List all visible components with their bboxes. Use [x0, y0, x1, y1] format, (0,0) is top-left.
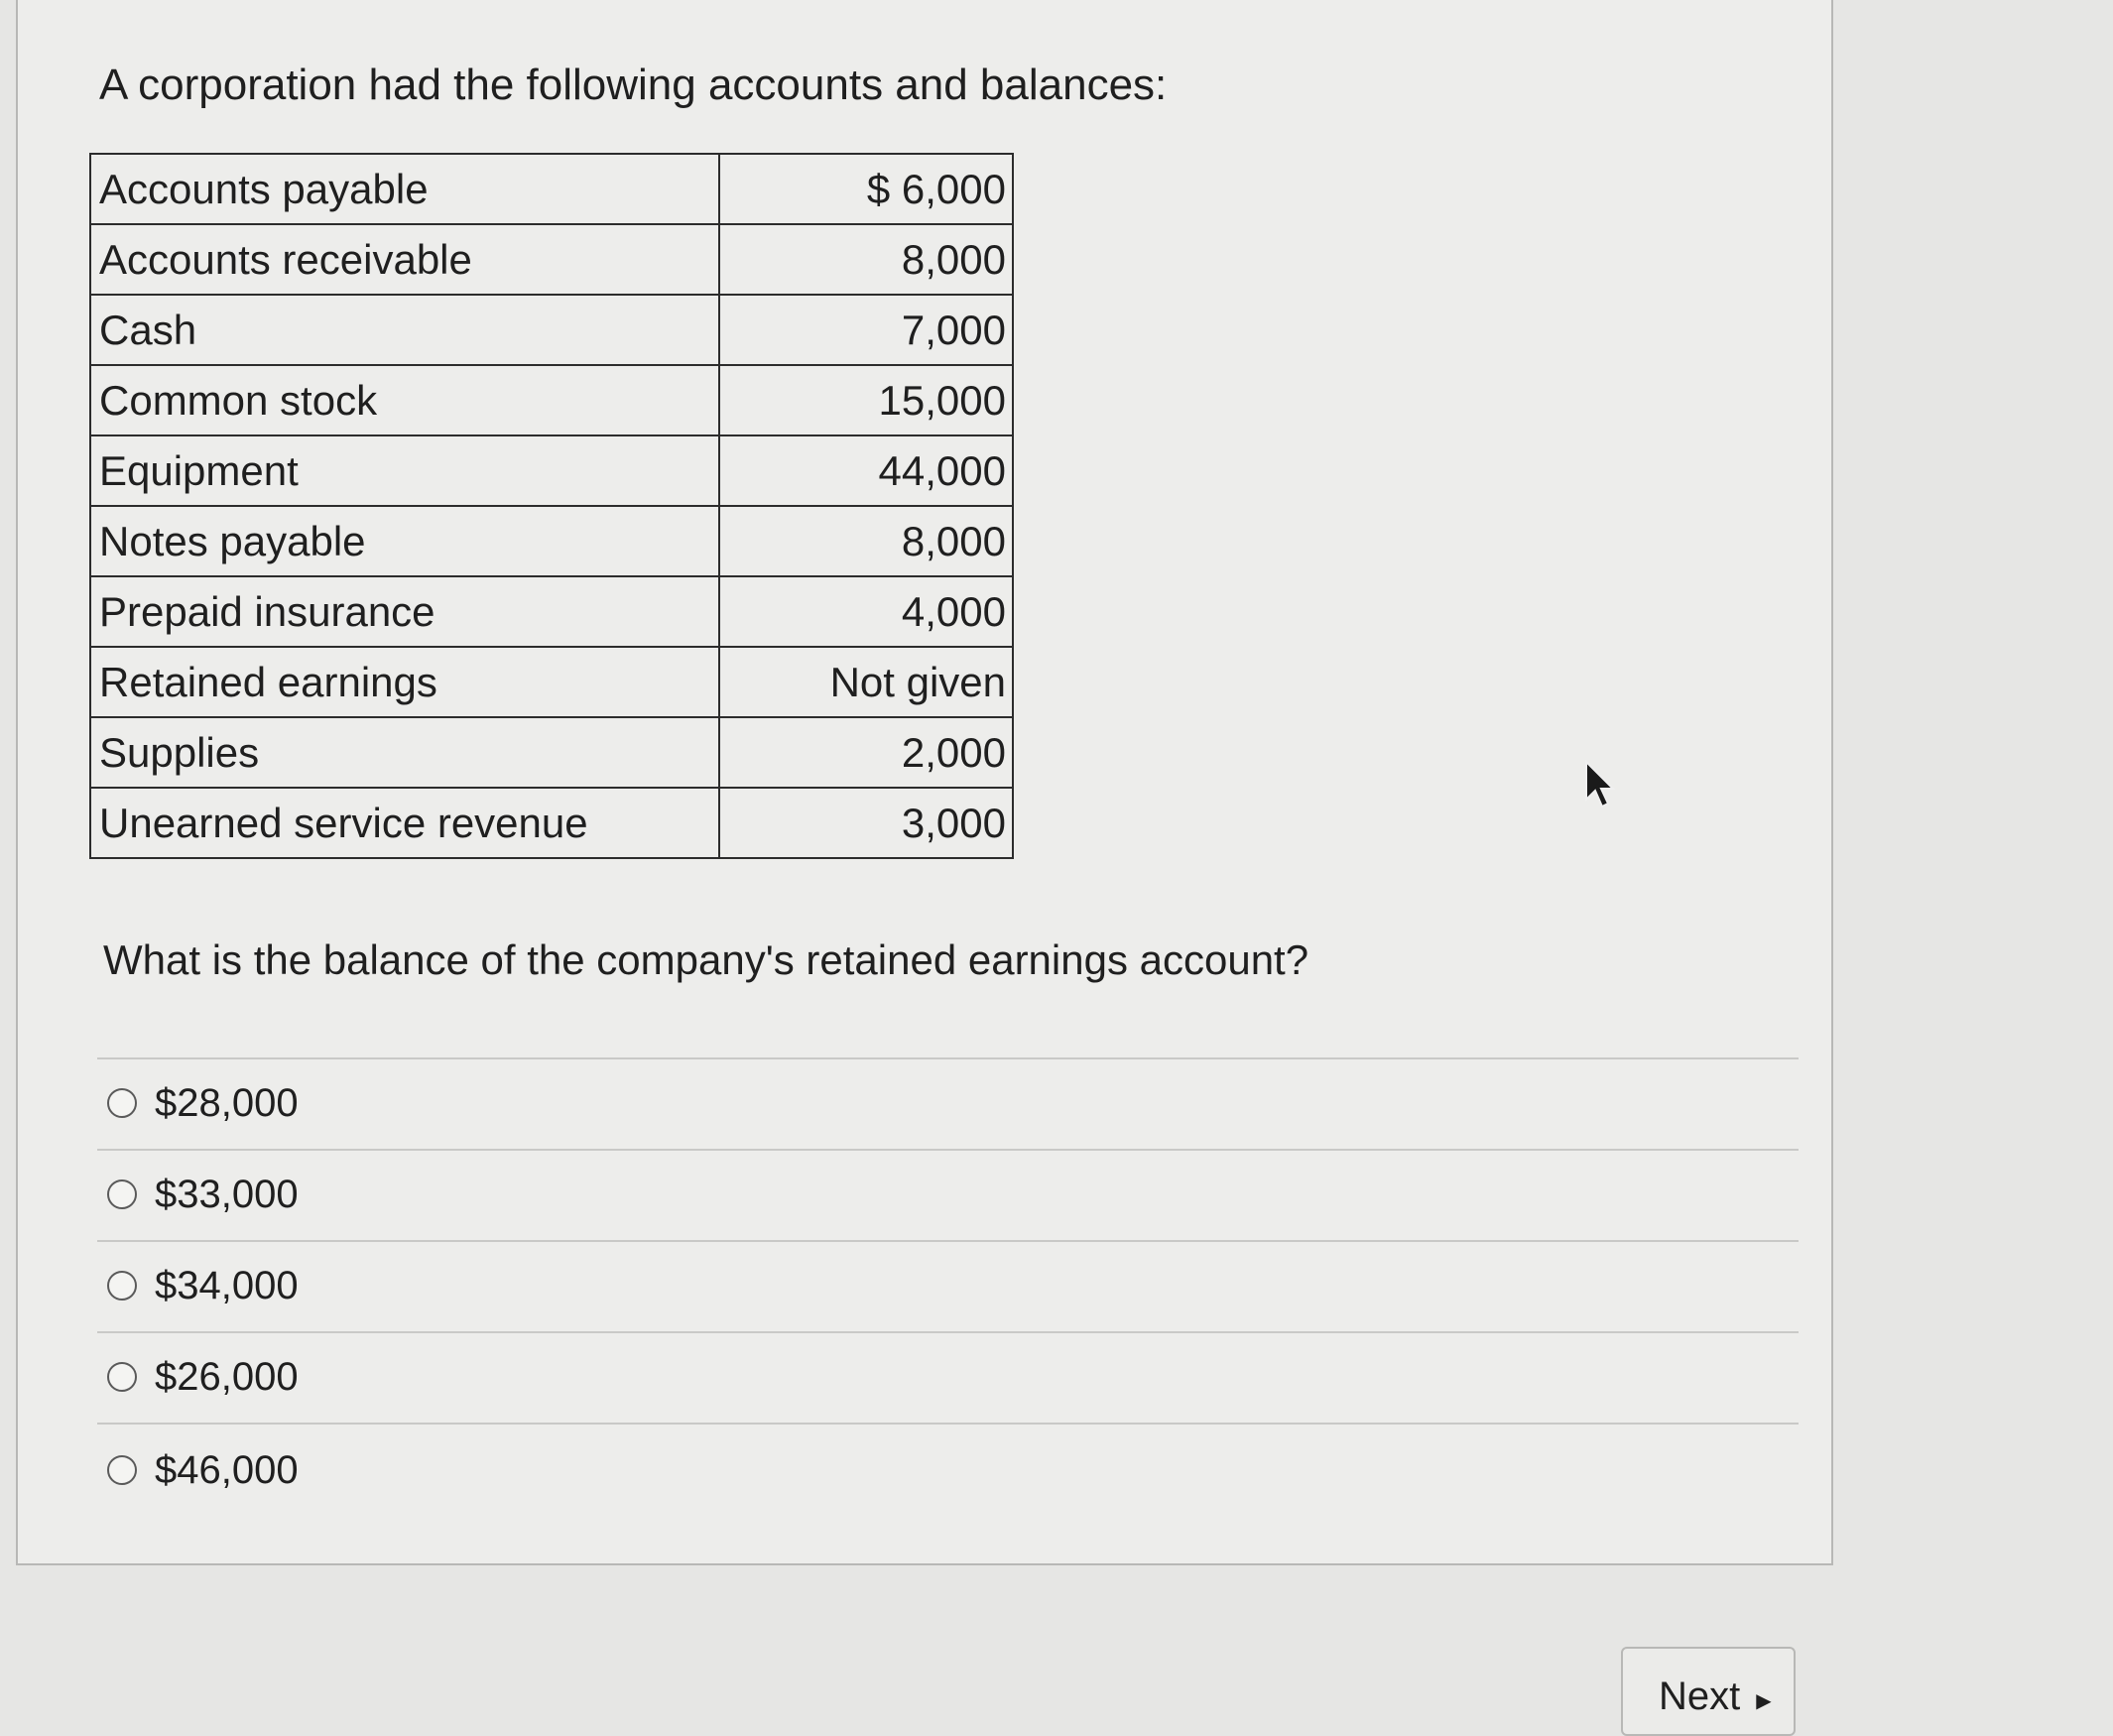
answer-option[interactable] [107, 1440, 299, 1500]
accounts-table [89, 153, 1014, 859]
answer-option[interactable] [107, 1165, 299, 1224]
account-name: Common stock [90, 365, 719, 435]
account-name: Unearned service revenue [90, 788, 719, 858]
account-name: Notes payable [90, 506, 719, 576]
table-row [90, 788, 1013, 858]
answer-option[interactable] [107, 1347, 299, 1407]
table-row [90, 576, 1013, 647]
option-label: $26,000 [155, 1354, 299, 1399]
radio-button[interactable] [107, 1455, 137, 1485]
table-row [90, 506, 1013, 576]
account-balance: 3,000 [719, 788, 1013, 858]
account-balance: 44,000 [719, 435, 1013, 506]
answer-option[interactable] [107, 1256, 299, 1315]
account-balance: $ 6,000 [719, 154, 1013, 224]
question-prompt: A corporation had the following accounts and balances: [99, 61, 1168, 109]
table-row [90, 647, 1013, 717]
divider [97, 1423, 1799, 1425]
account-balance: 8,000 [719, 224, 1013, 295]
table-row [90, 295, 1013, 365]
option-label: $33,000 [155, 1172, 299, 1216]
option-label: $46,000 [155, 1447, 299, 1492]
account-name: Equipment [90, 435, 719, 506]
table-row [90, 365, 1013, 435]
divider [97, 1240, 1799, 1242]
divider [97, 1057, 1799, 1059]
divider [97, 1331, 1799, 1333]
question-card [16, 0, 1833, 1565]
option-label: $28,000 [155, 1080, 299, 1125]
account-name: Supplies [90, 717, 719, 788]
account-balance: 2,000 [719, 717, 1013, 788]
table-row [90, 154, 1013, 224]
divider [97, 1149, 1799, 1151]
account-name: Cash [90, 295, 719, 365]
triangle-right-icon: ▶ [1756, 1690, 1772, 1712]
table-row [90, 224, 1013, 295]
radio-button[interactable] [107, 1271, 137, 1301]
account-balance: 15,000 [719, 365, 1013, 435]
mouse-pointer-icon [1583, 760, 1617, 809]
account-balance: Not given [719, 647, 1013, 717]
radio-button[interactable] [107, 1362, 137, 1392]
next-label: Next [1659, 1674, 1741, 1718]
table-row [90, 717, 1013, 788]
account-balance: 4,000 [719, 576, 1013, 647]
account-balance: 8,000 [719, 506, 1013, 576]
account-balance: 7,000 [719, 295, 1013, 365]
account-name: Accounts payable [90, 154, 719, 224]
radio-button[interactable] [107, 1088, 137, 1118]
radio-button[interactable] [107, 1179, 137, 1209]
account-name: Retained earnings [90, 647, 719, 717]
account-name: Accounts receivable [90, 224, 719, 295]
table-row [90, 435, 1013, 506]
option-label: $34,000 [155, 1263, 299, 1307]
answer-option[interactable] [107, 1073, 299, 1133]
account-name: Prepaid insurance [90, 576, 719, 647]
question-text: What is the balance of the company's retained earnings account? [103, 936, 1309, 983]
next-button[interactable] [1621, 1647, 1796, 1736]
